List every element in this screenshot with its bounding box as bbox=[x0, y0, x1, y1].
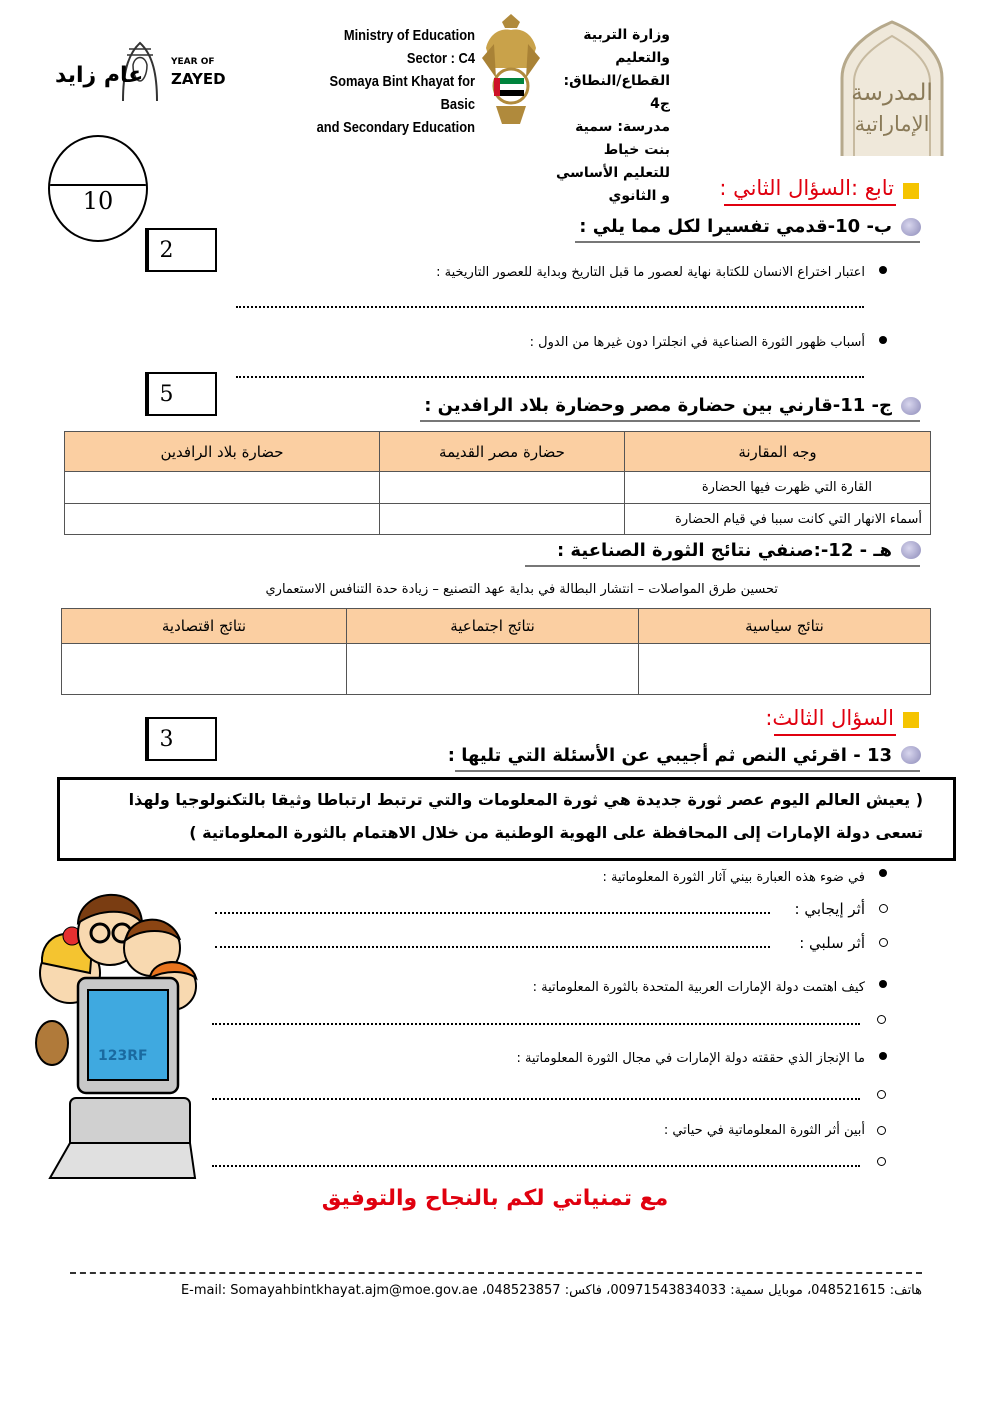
question-underline bbox=[575, 241, 920, 243]
year-of-zayed-logo bbox=[55, 35, 225, 105]
q13-effects: في ضوء هذه العبارة بيني آثار الثورة المعلوماتية : bbox=[602, 870, 865, 885]
table-header-cell: نتائج اجتماعية bbox=[347, 609, 639, 644]
passage-line-2: تسعى دولة الإمارات إلى المحافظة على الهوية الوطنية من خلال الاهتمام بالثورة المعلوماتية ) bbox=[189, 823, 923, 842]
uae-emblem-icon bbox=[480, 8, 542, 130]
answer-line[interactable] bbox=[212, 1165, 860, 1167]
q10-title: ب- 10-قدمي تفسيرا لكل مما يلي : bbox=[579, 216, 892, 237]
heading-underline bbox=[774, 734, 896, 736]
school-ar-2: للتعليم الأساسي و الثانوي bbox=[555, 165, 670, 204]
q11-score: 5 bbox=[147, 374, 184, 414]
q12-title: هـ - 12-:صنفي نتائج الثورة الصناعية : bbox=[556, 540, 892, 561]
answer-line[interactable] bbox=[236, 306, 864, 308]
school-ar-1: مدرسة: سمية بنت خياط bbox=[575, 119, 670, 158]
logo-text-1: المدرسة bbox=[851, 80, 933, 106]
section-marker-icon bbox=[903, 712, 919, 728]
sector-en: Sector : C4 bbox=[406, 50, 475, 67]
q13-life: أبين أثر الثورة المعلوماتية في حياتي : bbox=[663, 1123, 865, 1138]
total-score: 10 bbox=[82, 187, 114, 215]
closing-wish: مع تمنياتي لكم بالنجاح والتوفيق bbox=[321, 1186, 669, 1211]
zayed-ar-text: عام زايد bbox=[55, 63, 144, 88]
comparison-table bbox=[64, 431, 931, 535]
ministry-ar: وزارة التربية والتعليم bbox=[583, 27, 670, 66]
bullet-icon bbox=[879, 266, 887, 274]
sub-bullet-icon bbox=[879, 938, 888, 947]
positive-label: أثر إيجابي : bbox=[794, 900, 865, 918]
table-answer-cell[interactable] bbox=[62, 644, 347, 695]
table-answer-cell[interactable] bbox=[380, 504, 625, 535]
question-marker-icon bbox=[901, 218, 921, 236]
question-marker-icon bbox=[901, 746, 921, 764]
table-answer-cell[interactable] bbox=[65, 472, 380, 504]
sub-bullet-icon bbox=[877, 1015, 886, 1024]
table-header-cell: نتائج سياسية bbox=[639, 609, 931, 644]
question-marker-icon bbox=[901, 541, 921, 559]
q13-achievement: ما الإنجاز الذي حققته دولة الإمارات في مجال الثورة المعلوماتية : bbox=[516, 1051, 865, 1066]
watermark-text: 123RF bbox=[98, 1048, 148, 1064]
emirati-school-logo bbox=[832, 20, 952, 158]
passage-box bbox=[57, 777, 956, 861]
bullet-icon bbox=[879, 980, 887, 988]
answer-line[interactable] bbox=[212, 1023, 860, 1025]
table-header-cell: حضارة مصر القديمة bbox=[380, 432, 625, 472]
footer-divider bbox=[70, 1272, 922, 1274]
q13-care: كيف اهتمت دولة الإمارات العربية المتحدة بالثورة المعلوماتية : bbox=[532, 980, 865, 995]
section2-heading: تابع :السؤال الثاني : bbox=[719, 176, 894, 200]
negative-label: أثر سلبي : bbox=[799, 934, 865, 952]
q10-score-box bbox=[145, 228, 217, 272]
footer-contact: هاتف: 048521615، موبايل سمية: 00971543834033، فاكس: 048523857، E-mail: Somayahbintkhayat.ajm@moe.gov.ae bbox=[180, 1283, 922, 1298]
ministry-en: Ministry of Education bbox=[343, 27, 475, 44]
zayed-en-top: YEAR OF bbox=[171, 57, 215, 67]
bullet-icon bbox=[879, 1052, 887, 1060]
table-row-label: القارة التي ظهرت فيها الحضارة bbox=[625, 472, 931, 504]
zayed-en-text: ZAYED bbox=[171, 70, 226, 88]
sub-bullet-icon bbox=[877, 1126, 886, 1135]
q13-score: 3 bbox=[147, 719, 184, 759]
passage-line-1: ( يعيش العالم اليوم عصر ثورة جديدة هي ثورة المعلومات والتي ترتبط ارتباطا وثيقا بالتكنولوجيا ولهذا bbox=[128, 790, 923, 809]
answer-line[interactable] bbox=[236, 376, 864, 378]
bullet-icon bbox=[879, 336, 887, 344]
q13-title: 13 - اقرئي النص ثم أجيبي عن الأسئلة التي تليها : bbox=[447, 745, 892, 766]
table-header-cell: نتائج اقتصادية bbox=[62, 609, 347, 644]
school-en-2: and Secondary Education bbox=[316, 119, 475, 136]
ministry-en-block bbox=[312, 24, 475, 139]
table-header-cell: وجه المقارنة bbox=[625, 432, 931, 472]
section-marker-icon bbox=[903, 183, 919, 199]
sub-bullet-icon bbox=[877, 1090, 886, 1099]
children-computer-clipart bbox=[30, 878, 200, 1183]
table-answer-cell[interactable] bbox=[65, 504, 380, 535]
heading-underline bbox=[724, 204, 896, 206]
question-underline bbox=[455, 770, 920, 772]
answer-line[interactable] bbox=[215, 946, 770, 948]
table-answer-cell[interactable] bbox=[639, 644, 931, 695]
total-score-circle bbox=[48, 135, 148, 242]
q11-score-box bbox=[145, 372, 217, 416]
q10-score: 2 bbox=[147, 230, 184, 270]
bullet-icon bbox=[879, 869, 887, 877]
question-underline bbox=[525, 565, 920, 567]
school-en-1: Somaya Bint Khayat for Basic bbox=[329, 73, 475, 113]
sub-bullet-icon bbox=[879, 904, 888, 913]
q10-item-2: أسباب ظهور الثورة الصناعية في انجلترا دون غيرها من الدول : bbox=[529, 335, 865, 350]
kids-computer-icon bbox=[30, 878, 200, 1183]
table-row-label: أسماء الانهار التي كانت سببا في قيام الحضارة bbox=[625, 504, 931, 535]
classification-table bbox=[61, 608, 931, 695]
answer-line[interactable] bbox=[212, 1098, 860, 1100]
section3-heading: السؤال الثالث: bbox=[765, 706, 894, 730]
q12-choices: تحسين طرق المواصلات – انتشار البطالة في بداية عهد التصنيع – زيادة حدة التنافس الاستعماري bbox=[265, 582, 778, 597]
q13-score-box bbox=[145, 717, 217, 761]
logo-text-2: الإماراتية bbox=[854, 112, 930, 136]
table-header-cell: حضارة بلاد الرافدين bbox=[65, 432, 380, 472]
sub-bullet-icon bbox=[877, 1157, 886, 1166]
q11-title: ج- 11-قارني بين حضارة مصر وحضارة بلاد الرافدين : bbox=[424, 395, 892, 416]
q10-item-1: اعتبار اختراع الانسان للكتابة نهاية لعصور ما قبل التاريخ وبداية للعصور التاريخية : bbox=[436, 265, 865, 280]
question-underline bbox=[420, 420, 920, 422]
table-answer-cell[interactable] bbox=[347, 644, 639, 695]
table-answer-cell[interactable] bbox=[380, 472, 625, 504]
sector-ar: القطاع/النطاق: ج4 bbox=[563, 73, 670, 112]
question-marker-icon bbox=[901, 397, 921, 415]
answer-line[interactable] bbox=[215, 912, 770, 914]
